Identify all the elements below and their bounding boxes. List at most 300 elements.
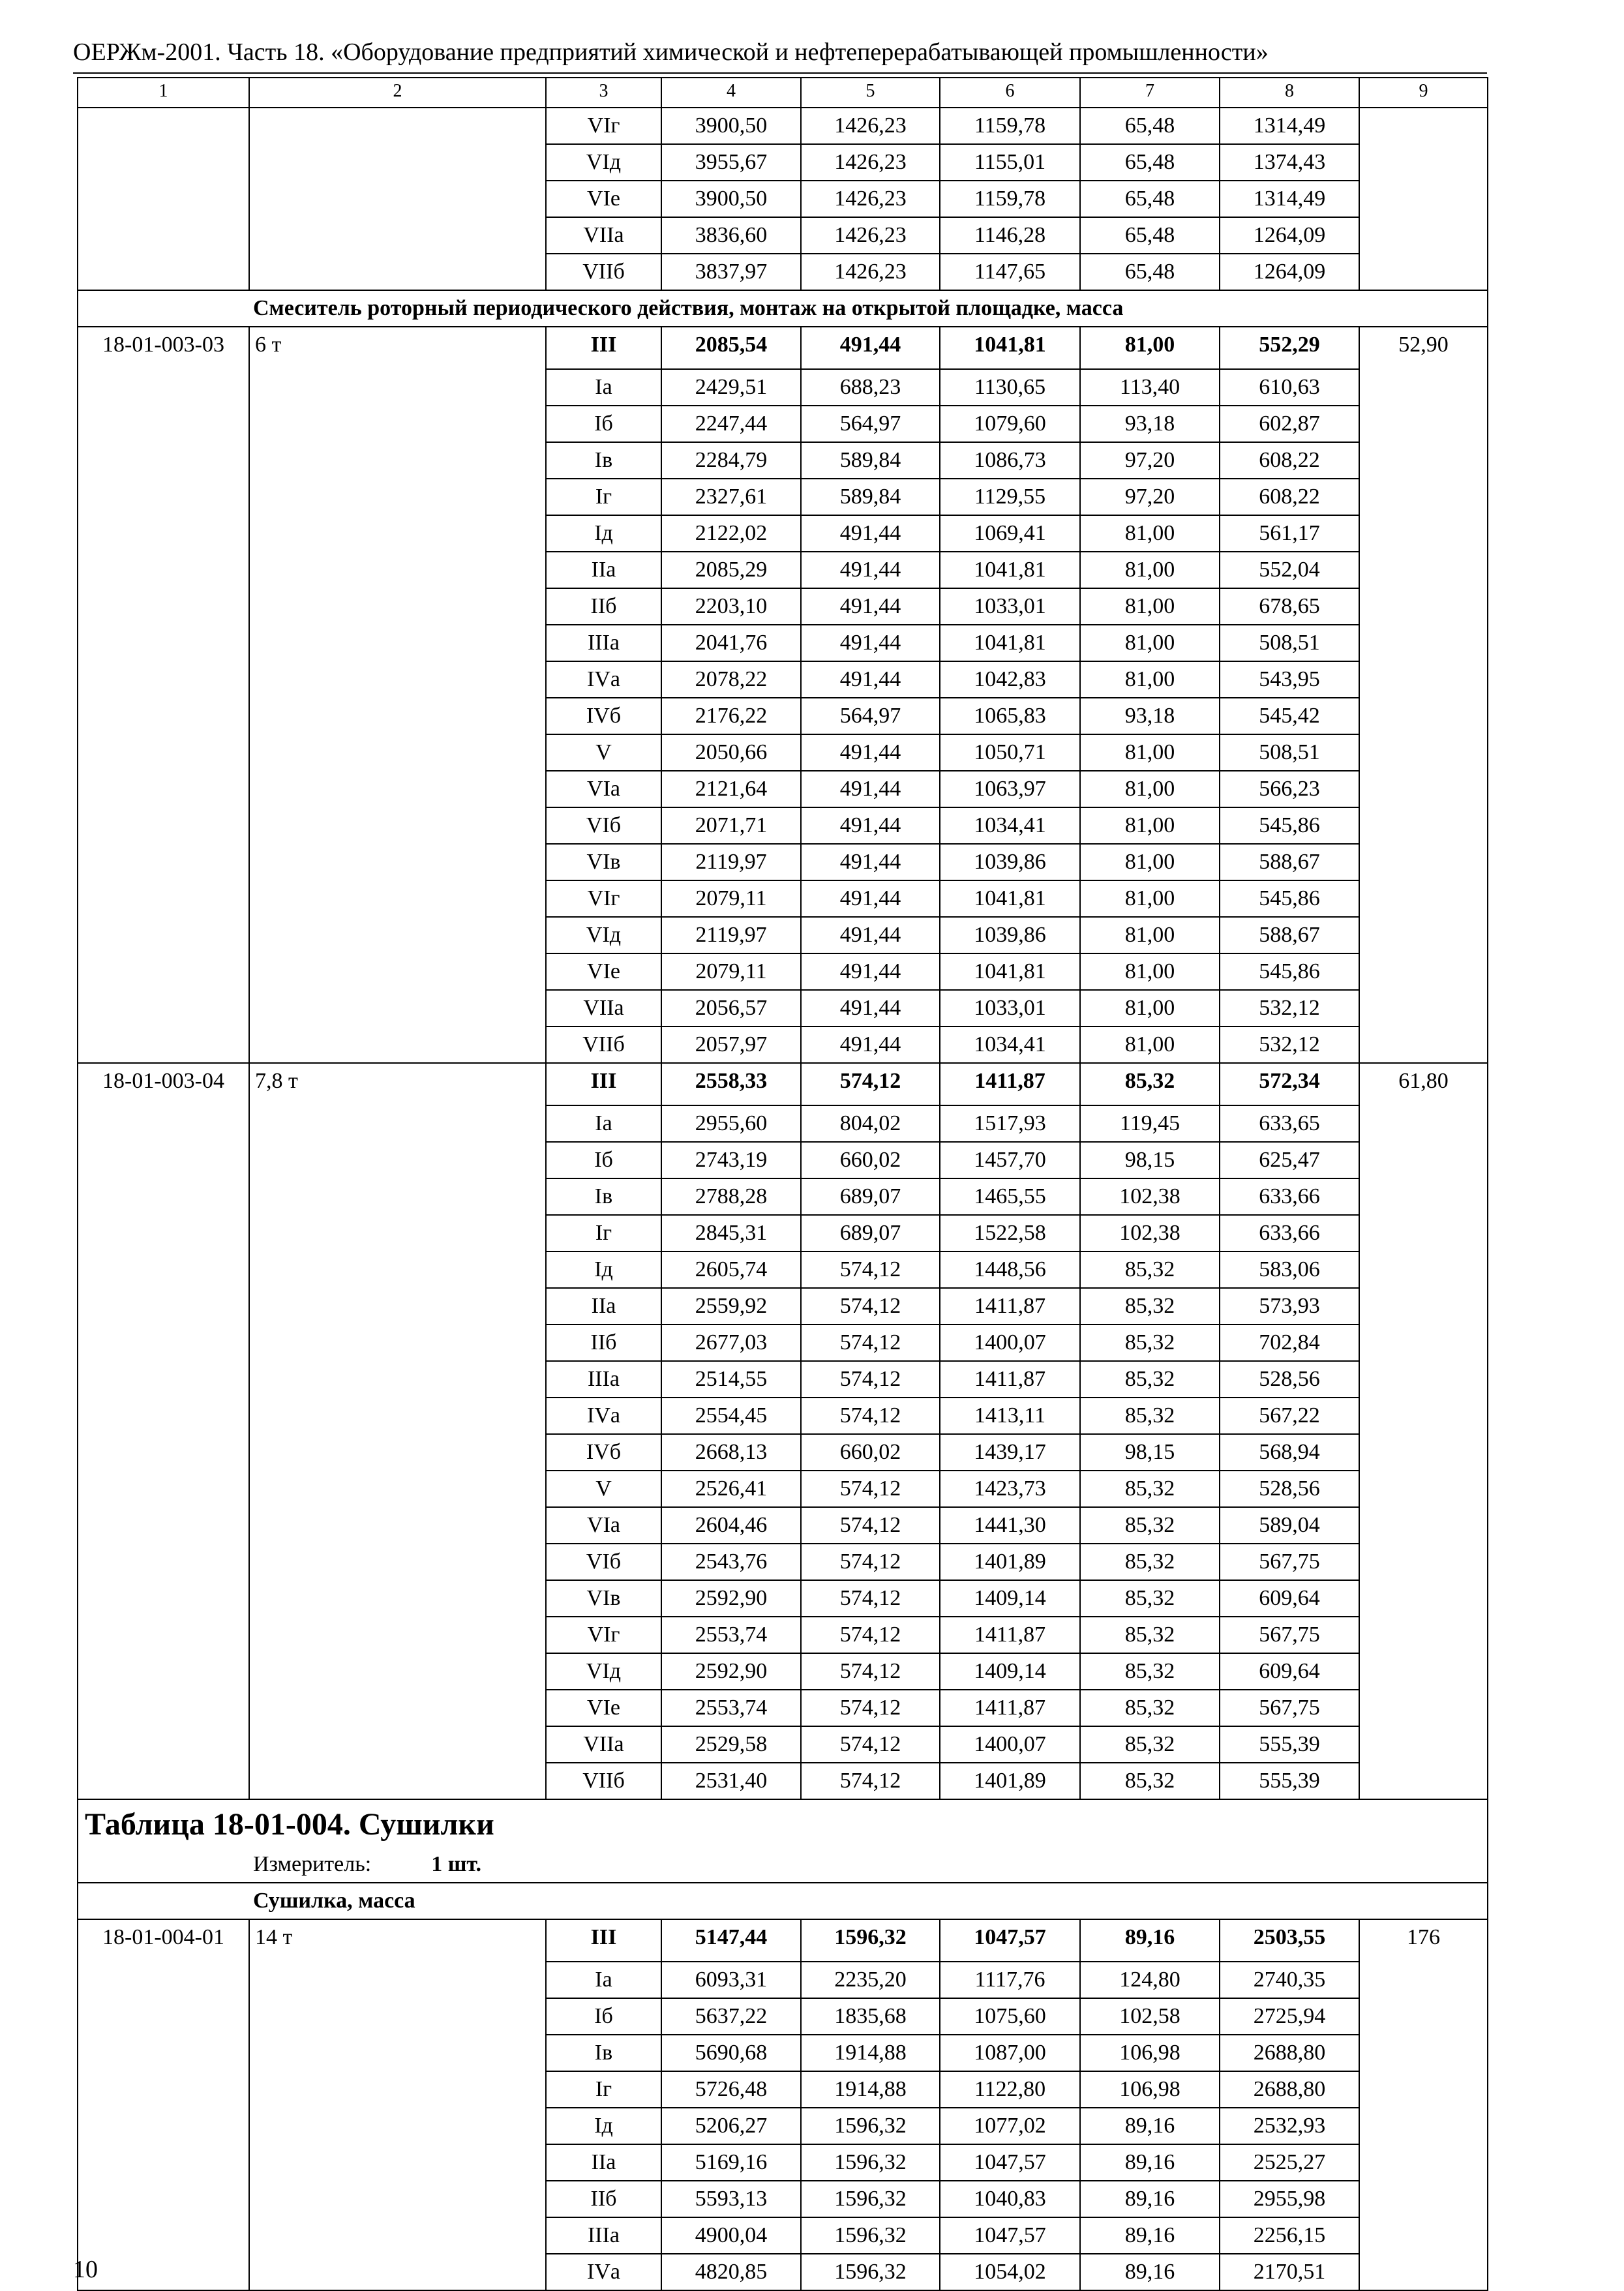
value-cell: 491,44 <box>801 552 940 588</box>
empty-cell <box>1359 181 1488 217</box>
value-cell: 2247,44 <box>661 406 801 442</box>
value-cell: 532,12 <box>1220 1026 1359 1063</box>
value-cell: 81,00 <box>1080 661 1220 698</box>
value-cell: 688,23 <box>801 369 940 406</box>
empty-cell <box>1359 1544 1488 1580</box>
value-cell: 608,22 <box>1220 479 1359 515</box>
empty-cell <box>249 1653 546 1690</box>
item-code-cell: 18-01-004-01 <box>78 1919 249 1962</box>
value-cell: 81,00 <box>1080 880 1220 917</box>
table-row <box>78 1361 1488 1398</box>
value-cell: 2559,92 <box>661 1288 801 1325</box>
column-number-row <box>78 78 1488 108</box>
value-cell: 508,51 <box>1220 734 1359 771</box>
price-group-cell: VIе <box>546 953 661 990</box>
empty-cell <box>1359 807 1488 844</box>
value-cell: 2119,97 <box>661 917 801 953</box>
value-cell: 528,56 <box>1220 1361 1359 1398</box>
value-cell: 1409,14 <box>940 1653 1080 1690</box>
value-cell: 574,12 <box>801 1471 940 1507</box>
price-group-cell: Iа <box>546 1962 661 1998</box>
table-row <box>78 1251 1488 1288</box>
table-row <box>78 1962 1488 1998</box>
price-group-cell: Iд <box>546 1251 661 1288</box>
value-cell: 1117,76 <box>940 1962 1080 1998</box>
value-cell: 1047,57 <box>940 2217 1080 2254</box>
value-cell: 2788,28 <box>661 1178 801 1215</box>
table-row <box>78 2144 1488 2181</box>
table-row <box>78 515 1488 552</box>
value-cell: 2079,11 <box>661 953 801 990</box>
empty-cell <box>1359 442 1488 479</box>
empty-cell <box>78 406 249 442</box>
empty-cell <box>1359 369 1488 406</box>
value-cell: 660,02 <box>801 1142 940 1178</box>
empty-cell <box>1359 2181 1488 2217</box>
empty-cell <box>78 2035 249 2071</box>
empty-cell <box>249 698 546 734</box>
value-cell: 1041,81 <box>940 552 1080 588</box>
value-cell: 2503,55 <box>1220 1919 1359 1962</box>
empty-cell <box>78 1617 249 1653</box>
value-cell: 1596,32 <box>801 2254 940 2290</box>
value-cell: 1413,11 <box>940 1398 1080 1434</box>
empty-cell <box>78 108 249 144</box>
value-cell: 491,44 <box>801 771 940 807</box>
empty-cell <box>78 1398 249 1434</box>
empty-cell <box>1359 1325 1488 1361</box>
empty-cell <box>78 217 249 254</box>
value-cell: 633,65 <box>1220 1105 1359 1142</box>
empty-cell <box>78 479 249 515</box>
value-cell: 609,64 <box>1220 1653 1359 1690</box>
value-cell: 89,16 <box>1080 1919 1220 1962</box>
empty-cell <box>78 2071 249 2108</box>
value-cell: 85,32 <box>1080 1063 1220 1105</box>
table-row <box>78 327 1488 369</box>
value-cell: 508,51 <box>1220 625 1359 661</box>
value-cell: 552,29 <box>1220 327 1359 369</box>
empty-cell <box>1359 1288 1488 1325</box>
empty-cell <box>78 515 249 552</box>
table-title-row <box>78 1799 1488 1849</box>
table-row <box>78 1653 1488 1690</box>
value-cell: 1314,49 <box>1220 108 1359 144</box>
empty-cell <box>249 2108 546 2144</box>
empty-cell <box>249 953 546 990</box>
value-cell: 2121,64 <box>661 771 801 807</box>
value-cell: 65,48 <box>1080 181 1220 217</box>
value-cell: 81,00 <box>1080 953 1220 990</box>
table-row <box>78 1178 1488 1215</box>
empty-cell <box>78 1653 249 1690</box>
value-cell: 1411,87 <box>940 1617 1080 1653</box>
empty-cell <box>249 181 546 217</box>
value-cell: 545,86 <box>1220 807 1359 844</box>
measure-cell <box>78 1849 1488 1883</box>
value-cell: 5726,48 <box>661 2071 801 2108</box>
value-cell: 4820,85 <box>661 2254 801 2290</box>
empty-cell <box>1359 917 1488 953</box>
empty-cell <box>249 807 546 844</box>
value-cell: 568,94 <box>1220 1434 1359 1471</box>
column9-cell: 176 <box>1359 1919 1488 1962</box>
empty-cell <box>249 1142 546 1178</box>
empty-cell <box>78 181 249 217</box>
empty-cell <box>249 844 546 880</box>
empty-cell <box>249 1026 546 1063</box>
price-table <box>77 77 1488 2291</box>
empty-cell <box>78 442 249 479</box>
table-row <box>78 588 1488 625</box>
value-cell: 85,32 <box>1080 1325 1220 1361</box>
value-cell: 81,00 <box>1080 771 1220 807</box>
empty-cell <box>1359 1507 1488 1544</box>
value-cell: 1039,86 <box>940 844 1080 880</box>
value-cell: 1596,32 <box>801 2108 940 2144</box>
value-cell: 1047,57 <box>940 2144 1080 2181</box>
empty-cell <box>249 2071 546 2108</box>
value-cell: 3837,97 <box>661 254 801 290</box>
value-cell: 545,86 <box>1220 880 1359 917</box>
value-cell: 3836,60 <box>661 217 801 254</box>
empty-cell <box>78 880 249 917</box>
value-cell: 5637,22 <box>661 1998 801 2035</box>
value-cell: 85,32 <box>1080 1544 1220 1580</box>
value-cell: 2725,94 <box>1220 1998 1359 2035</box>
value-cell: 6093,31 <box>661 1962 801 1998</box>
value-cell: 2554,45 <box>661 1398 801 1434</box>
item-mass-cell: 14 т <box>249 1919 546 1962</box>
value-cell: 1596,32 <box>801 1919 940 1962</box>
value-cell: 561,17 <box>1220 515 1359 552</box>
value-cell: 1054,02 <box>940 2254 1080 2290</box>
empty-cell <box>249 1507 546 1544</box>
value-cell: 574,12 <box>801 1325 940 1361</box>
value-cell: 1411,87 <box>940 1361 1080 1398</box>
value-cell: 1159,78 <box>940 181 1080 217</box>
price-group-cell: VIв <box>546 844 661 880</box>
value-cell: 89,16 <box>1080 2254 1220 2290</box>
price-group-cell: VIа <box>546 1507 661 1544</box>
value-cell: 567,75 <box>1220 1690 1359 1726</box>
table-row <box>78 771 1488 807</box>
table-row <box>78 990 1488 1026</box>
value-cell: 85,32 <box>1080 1690 1220 1726</box>
value-cell: 1835,68 <box>801 1998 940 2035</box>
value-cell: 566,23 <box>1220 771 1359 807</box>
value-cell: 3955,67 <box>661 144 801 181</box>
empty-cell <box>249 406 546 442</box>
value-cell: 5169,16 <box>661 2144 801 2181</box>
price-group-cell: IIб <box>546 2181 661 2217</box>
column-number-cell: 3 <box>546 78 661 108</box>
empty-cell <box>78 1026 249 1063</box>
table-row <box>78 1398 1488 1434</box>
value-cell: 1374,43 <box>1220 144 1359 181</box>
value-cell: 625,47 <box>1220 1142 1359 1178</box>
item-code-cell: 18-01-003-04 <box>78 1063 249 1105</box>
empty-cell <box>1359 2035 1488 2071</box>
value-cell: 567,75 <box>1220 1617 1359 1653</box>
value-cell: 633,66 <box>1220 1215 1359 1251</box>
value-cell: 608,22 <box>1220 442 1359 479</box>
empty-cell <box>249 1178 546 1215</box>
table-row <box>78 254 1488 290</box>
value-cell: 633,66 <box>1220 1178 1359 1215</box>
table-row <box>78 369 1488 406</box>
empty-cell <box>78 2108 249 2144</box>
empty-cell <box>249 1398 546 1434</box>
value-cell: 1129,55 <box>940 479 1080 515</box>
value-cell: 89,16 <box>1080 2108 1220 2144</box>
value-cell: 545,86 <box>1220 953 1359 990</box>
value-cell: 2531,40 <box>661 1763 801 1799</box>
value-cell: 2050,66 <box>661 734 801 771</box>
value-cell: 602,87 <box>1220 406 1359 442</box>
price-group-cell: VIд <box>546 917 661 953</box>
empty-cell <box>78 1507 249 1544</box>
value-cell: 97,20 <box>1080 442 1220 479</box>
value-cell: 2203,10 <box>661 588 801 625</box>
value-cell: 2592,90 <box>661 1653 801 1690</box>
empty-cell <box>249 1288 546 1325</box>
price-group-cell: VIб <box>546 1544 661 1580</box>
value-cell: 81,00 <box>1080 515 1220 552</box>
empty-cell <box>1359 406 1488 442</box>
empty-cell <box>1359 990 1488 1026</box>
value-cell: 1264,09 <box>1220 254 1359 290</box>
value-cell: 65,48 <box>1080 144 1220 181</box>
table-row <box>78 2108 1488 2144</box>
empty-cell <box>249 2217 546 2254</box>
table-row <box>78 698 1488 734</box>
empty-cell <box>1359 515 1488 552</box>
empty-cell <box>1359 552 1488 588</box>
value-cell: 2085,54 <box>661 327 801 369</box>
price-group-cell: VIIб <box>546 1763 661 1799</box>
price-group-cell: VIе <box>546 1690 661 1726</box>
empty-cell <box>78 1998 249 2035</box>
empty-cell <box>78 1288 249 1325</box>
value-cell: 574,12 <box>801 1544 940 1580</box>
empty-cell <box>78 625 249 661</box>
empty-cell <box>1359 479 1488 515</box>
price-group-cell: IIIа <box>546 2217 661 2254</box>
empty-cell <box>1359 1105 1488 1142</box>
empty-cell <box>1359 1962 1488 1998</box>
empty-cell <box>249 1434 546 1471</box>
empty-cell <box>78 1726 249 1763</box>
value-cell: 2543,76 <box>661 1544 801 1580</box>
empty-cell <box>78 1361 249 1398</box>
value-cell: 65,48 <box>1080 254 1220 290</box>
column9-cell: 52,90 <box>1359 327 1488 369</box>
value-cell: 491,44 <box>801 625 940 661</box>
price-group-cell: IIа <box>546 2144 661 2181</box>
column9-cell: 61,80 <box>1359 1063 1488 1105</box>
value-cell: 574,12 <box>801 1690 940 1726</box>
value-cell: 89,16 <box>1080 2144 1220 2181</box>
value-cell: 1130,65 <box>940 369 1080 406</box>
empty-cell <box>249 369 546 406</box>
empty-cell <box>78 1142 249 1178</box>
value-cell: 1401,89 <box>940 1544 1080 1580</box>
value-cell: 1033,01 <box>940 588 1080 625</box>
empty-cell <box>1359 661 1488 698</box>
empty-cell <box>1359 588 1488 625</box>
column-number-cell: 9 <box>1359 78 1488 108</box>
empty-cell <box>78 917 249 953</box>
page-number: 10 <box>73 2256 98 2283</box>
price-group-cell: III <box>546 1063 661 1105</box>
price-group-cell: Iб <box>546 1998 661 2035</box>
empty-cell <box>78 1325 249 1361</box>
price-group-cell: VIг <box>546 108 661 144</box>
value-cell: 491,44 <box>801 661 940 698</box>
value-cell: 491,44 <box>801 917 940 953</box>
empty-cell <box>1359 2144 1488 2181</box>
table-row <box>78 2071 1488 2108</box>
empty-cell <box>249 217 546 254</box>
value-cell: 2604,46 <box>661 1507 801 1544</box>
empty-cell <box>249 1325 546 1361</box>
value-cell: 567,22 <box>1220 1398 1359 1434</box>
value-cell: 1147,65 <box>940 254 1080 290</box>
value-cell: 574,12 <box>801 1580 940 1617</box>
value-cell: 1914,88 <box>801 2035 940 2071</box>
price-group-cell: Iа <box>546 1105 661 1142</box>
value-cell: 1069,41 <box>940 515 1080 552</box>
empty-cell <box>1359 844 1488 880</box>
empty-cell <box>249 1251 546 1288</box>
value-cell: 574,12 <box>801 1726 940 1763</box>
value-cell: 3900,50 <box>661 108 801 144</box>
empty-cell <box>78 588 249 625</box>
value-cell: 2955,60 <box>661 1105 801 1142</box>
value-cell: 2056,57 <box>661 990 801 1026</box>
price-group-cell: IIIа <box>546 1361 661 1398</box>
value-cell: 1426,23 <box>801 108 940 144</box>
value-cell: 65,48 <box>1080 108 1220 144</box>
empty-cell <box>1359 1142 1488 1178</box>
empty-cell <box>249 144 546 181</box>
empty-cell <box>249 1726 546 1763</box>
empty-cell <box>1359 1398 1488 1434</box>
value-cell: 574,12 <box>801 1507 940 1544</box>
value-cell: 119,45 <box>1080 1105 1220 1142</box>
empty-cell <box>78 661 249 698</box>
value-cell: 1159,78 <box>940 108 1080 144</box>
table-row <box>78 917 1488 953</box>
value-cell: 85,32 <box>1080 1361 1220 1398</box>
value-cell: 1086,73 <box>940 442 1080 479</box>
value-cell: 81,00 <box>1080 327 1220 369</box>
empty-cell <box>1359 771 1488 807</box>
value-cell: 491,44 <box>801 880 940 917</box>
value-cell: 97,20 <box>1080 479 1220 515</box>
page-header: ОЕРЖм-2001. Часть 18. «Оборудование предприятий химической и нефтеперерабатывающей промышленности» <box>73 38 1269 66</box>
table-row <box>78 442 1488 479</box>
value-cell: 1041,81 <box>940 953 1080 990</box>
value-cell: 702,84 <box>1220 1325 1359 1361</box>
price-group-cell: Iб <box>546 1142 661 1178</box>
table-row <box>78 1690 1488 1726</box>
value-cell: 2688,80 <box>1220 2035 1359 2071</box>
empty-cell <box>78 734 249 771</box>
empty-cell <box>1359 144 1488 181</box>
value-cell: 574,12 <box>801 1763 940 1799</box>
empty-cell <box>249 917 546 953</box>
value-cell: 124,80 <box>1080 1962 1220 1998</box>
table-row <box>78 2035 1488 2071</box>
price-group-cell: VIа <box>546 771 661 807</box>
value-cell: 1155,01 <box>940 144 1080 181</box>
table-row <box>78 406 1488 442</box>
empty-cell <box>1359 625 1488 661</box>
item-mass-cell: 6 т <box>249 327 546 369</box>
value-cell: 572,34 <box>1220 1063 1359 1105</box>
empty-cell <box>249 2144 546 2181</box>
table-row <box>78 1215 1488 1251</box>
empty-cell <box>249 661 546 698</box>
empty-cell <box>78 1471 249 1507</box>
value-cell: 532,12 <box>1220 990 1359 1026</box>
value-cell: 1314,49 <box>1220 181 1359 217</box>
table-title: Таблица 18-01-004. Сушилки <box>78 1799 1488 1849</box>
value-cell: 689,07 <box>801 1178 940 1215</box>
empty-cell <box>1359 1580 1488 1617</box>
value-cell: 1034,41 <box>940 807 1080 844</box>
empty-cell <box>78 698 249 734</box>
value-cell: 2558,33 <box>661 1063 801 1105</box>
value-cell: 610,63 <box>1220 369 1359 406</box>
value-cell: 574,12 <box>801 1251 940 1288</box>
value-cell: 5593,13 <box>661 2181 801 2217</box>
value-cell: 5206,27 <box>661 2108 801 2144</box>
price-group-cell: VIв <box>546 1580 661 1617</box>
value-cell: 804,02 <box>801 1105 940 1142</box>
empty-cell <box>249 2181 546 2217</box>
price-group-cell: Iг <box>546 479 661 515</box>
value-cell: 1047,57 <box>940 1919 1080 1962</box>
value-cell: 564,97 <box>801 406 940 442</box>
value-cell: 81,00 <box>1080 990 1220 1026</box>
price-group-cell: VIб <box>546 807 661 844</box>
empty-cell <box>1359 108 1488 144</box>
table-row <box>78 1544 1488 1580</box>
empty-cell <box>249 1962 546 1998</box>
empty-cell <box>1359 1690 1488 1726</box>
value-cell: 2529,58 <box>661 1726 801 1763</box>
empty-cell <box>249 442 546 479</box>
empty-cell <box>249 588 546 625</box>
price-group-cell: VIIб <box>546 1026 661 1063</box>
empty-cell <box>1359 880 1488 917</box>
value-cell: 2514,55 <box>661 1361 801 1398</box>
value-cell: 491,44 <box>801 327 940 369</box>
empty-cell <box>78 1215 249 1251</box>
value-cell: 574,12 <box>801 1288 940 1325</box>
value-cell: 2429,51 <box>661 369 801 406</box>
value-cell: 1596,32 <box>801 2217 940 2254</box>
value-cell: 85,32 <box>1080 1251 1220 1288</box>
value-cell: 1050,71 <box>940 734 1080 771</box>
table-row <box>78 181 1488 217</box>
value-cell: 81,00 <box>1080 625 1220 661</box>
price-group-cell: Iв <box>546 2035 661 2071</box>
value-cell: 85,32 <box>1080 1763 1220 1799</box>
